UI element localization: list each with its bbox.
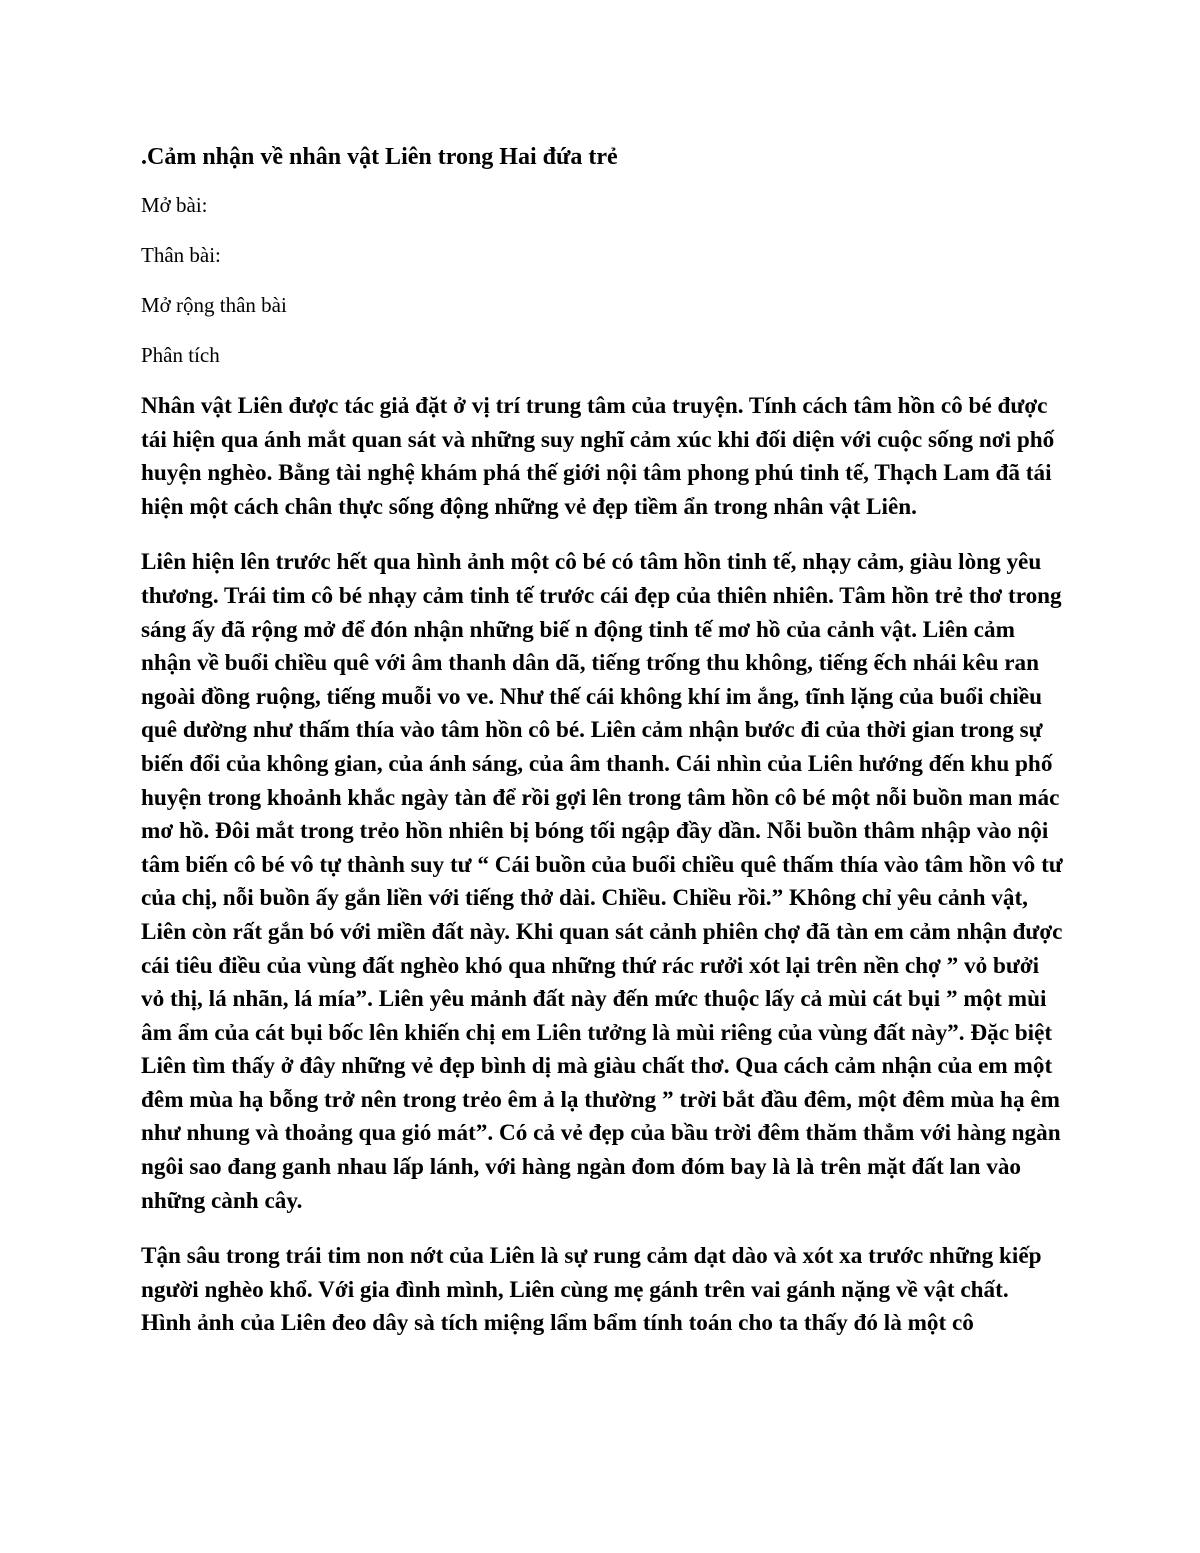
heading-mo-rong-than-bai: Mở rộng thân bài xyxy=(141,293,287,317)
heading-phan-tich: Phân tích xyxy=(141,343,220,367)
document-title: .Cảm nhận về nhân vật Liên trong Hai đứa trẻ xyxy=(141,144,618,170)
paragraph-compassion: Tận sâu trong trái tim non nớt của Liên là sự rung cảm dạt dào và xót xa trước những kiếp người nghèo khổ. Với gia đình mình, Liên cùng mẹ gánh trên vai gánh nặng về vật chất. Hình ảnh của Liên đeo dây sà tích miệng lẩm bẩm tính toán cho ta thấy đó là một cô xyxy=(141,1243,1042,1337)
paragraph-intro: Nhân vật Liên được tác giả đặt ở vị trí trung tâm của truyện. Tính cách tâm hồn cô bé được tái hiện qua ánh mắt quan sát và những suy nghĩ cảm xúc khi đối diện với cuộc sống nơi phố huyện nghèo. Bằng tài nghệ khám phá thế giới nội tâm phong phú tinh tế, Thạch Lam đã tái hiện một cách chân thực sống động những vẻ đẹp tiềm ẩn trong nhân vật Liên. xyxy=(141,393,1055,520)
heading-than-bai: Thân bài: xyxy=(141,243,221,267)
heading-mo-bai: Mở bài: xyxy=(141,193,208,217)
document-body xyxy=(141,140,1063,1363)
paragraph-soul: Liên hiện lên trước hết qua hình ảnh một cô bé có tâm hồn tinh tế, nhạy cảm, giàu lòng yêu thương. Trái tim cô bé nhạy cảm tinh tế trước cái đẹp của thiên nhiên. Tâm hồn trẻ thơ trong sáng ấy đã rộng mở để đón nhận những biế n động tinh tế mơ hồ của cảnh vật. Liên cảm nhận về buổi chiều quê với âm thanh dân dã, tiếng trống thu không, tiếng ếch nhái kêu ran ngoài đồng ruộng, tiếng muỗi vo ve. Như thế cái không khí im ắng, tĩnh lặng của buổi chiều quê dường như thấm thía vào tâm hồn cô bé. Liên cảm nhận bước đi của thời gian trong sự biến đổi của không gian, của ánh sáng, của âm thanh. Cái nhìn của Liên hướng đến khu phố huyện trong khoảnh khắc ngày tàn để rồi gợi lên trong tâm hồn cô bé một nỗi buồn man mác mơ hồ. Đôi mắt trong trẻo hồn nhiên bị bóng tối ngập đầy dần. Nỗi buồn thâm nhập vào nội tâm biến cô bé vô tự thành suy tư “ Cái buồn của buổi chiều quê thấm thía vào tâm hồn vô tư của chị, nỗi buồn ấy gắn liền với tiếng thở dài. Chiều. Chiều rồi.” Không chỉ yêu cảnh vật, Liên còn rất gắn bó với miền đất này. Khi quan sát cảnh phiên chợ đã tàn em cảm nhận được cái tiêu điều của vùng đất nghèo khó qua những thứ rác rưởi xót lại trên nền chợ ” vỏ bưởi vỏ thị, lá nhãn, lá mía”. Liên yêu mảnh đất này đến mức thuộc lấy cả mùi cát bụi ” một mùi âm ẩm của cát bụi bốc lên khiến chị em Liên tưởng là mùi riêng của vùng đất này”. Đặc biệt Liên tìm thấy ở đây những vẻ đẹp bình dị mà giàu chất thơ. Qua cách cảm nhận của em một đêm mùa hạ bỗng trở nên trong trẻo êm ả lạ thường ” trời bắt đầu đêm, một đêm mùa hạ êm như nhung và thoảng qua gió mát”. Có cả vẻ đẹp của bầu trời đêm thăm thẳm với hàng ngàn ngôi sao đang ganh nhau lấp lánh, với hàng ngàn đom đóm bay là là trên mặt đất lan vào những cành cây. xyxy=(141,549,1063,1214)
